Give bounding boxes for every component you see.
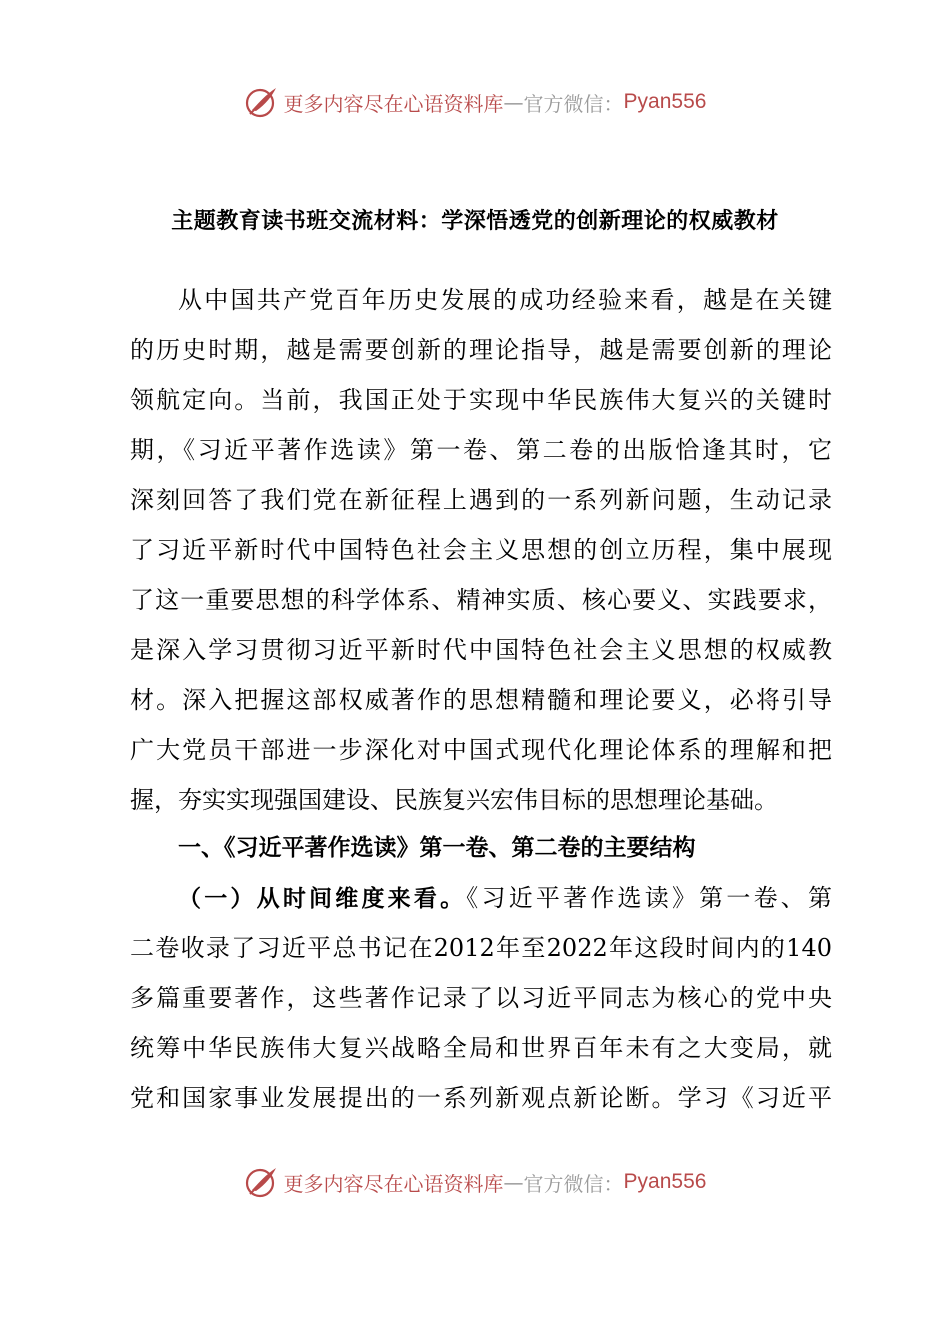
- paragraph-line: 握，夯实实现强国建设、民族复兴宏伟目标的思想理论基础。: [130, 786, 778, 814]
- banner-wechat-label: 官方微信：: [523, 1171, 624, 1196]
- paragraph-line: 材。深入把握这部权威著作的思想精髓和理论要义，必将引导: [130, 686, 832, 714]
- paragraph-line: 党和国家事业发展提出的一系列新观点新论断。学习《习近平: [130, 1084, 832, 1112]
- paragraph-line: 多篇重要著作，这些著作记录了以习近平同志为核心的党中央: [130, 984, 832, 1012]
- banner-wechat-id: Pyan556: [623, 1170, 707, 1193]
- paragraph-line: 广大党员干部进一步深化对中国式现代化理论体系的理解和把: [130, 736, 832, 764]
- paragraph-line: 是深入学习贯彻习近平新时代中国特色社会主义思想的权威教: [130, 636, 832, 664]
- paragraph-line: 二卷收录了习近平总书记在2012年至2022年这段时间内的140: [130, 934, 832, 962]
- document-title: 主题教育读书班交流材料：学深悟透党的创新理论的权威教材: [171, 209, 779, 234]
- section-heading: 一、《习近平著作选读》第一卷、第二卷的主要结构: [178, 835, 696, 861]
- banner-main-text: 更多内容尽在心语资料库: [283, 1171, 504, 1196]
- paragraph-line: 统筹中华民族伟大复兴战略全局和世界百年未有之大变局，就: [130, 1034, 832, 1062]
- quill-logo-icon: [244, 1164, 280, 1200]
- paragraph-line: 期，《习近平著作选读》第一卷、第二卷的出版恰逢其时，它: [130, 436, 832, 464]
- paragraph-line: 了习近平新时代中国特色社会主义思想的创立历程，集中展现: [130, 536, 832, 564]
- banner-wechat-id: Pyan556: [623, 90, 707, 113]
- banner-separator: —: [503, 1170, 524, 1194]
- header-banner: [0, 82, 950, 122]
- paragraph-line: 的历史时期，越是需要创新的理论指导，越是需要创新的理论: [130, 336, 832, 364]
- paragraph-line: [130, 873, 832, 923]
- paragraph-line: 领航定向。当前，我国正处于实现中华民族伟大复兴的关键时: [130, 386, 832, 414]
- quill-logo-icon: [244, 84, 280, 120]
- subsection-lead: （一）从时间维度来看。: [178, 886, 467, 912]
- paragraph-line: 了这一重要思想的科学体系、精神实质、核心要义、实践要求，: [130, 586, 832, 614]
- footer-banner: [0, 1162, 950, 1202]
- banner-main-text: 更多内容尽在心语资料库: [283, 91, 504, 116]
- paragraph-line: 从中国共产党百年历史发展的成功经验来看，越是在关键: [178, 286, 832, 314]
- subsection-lead-rest: 《习近平著作选读》第一卷、第: [466, 884, 833, 912]
- banner-separator: —: [503, 90, 524, 114]
- intro-paragraph: [130, 275, 832, 825]
- banner-wechat-label: 官方微信：: [523, 91, 624, 116]
- paragraph-line: 深刻回答了我们党在新征程上遇到的一系列新问题，生动记录: [130, 486, 832, 514]
- section-1: [130, 823, 832, 873]
- subsection-1-paragraph: [130, 873, 832, 1123]
